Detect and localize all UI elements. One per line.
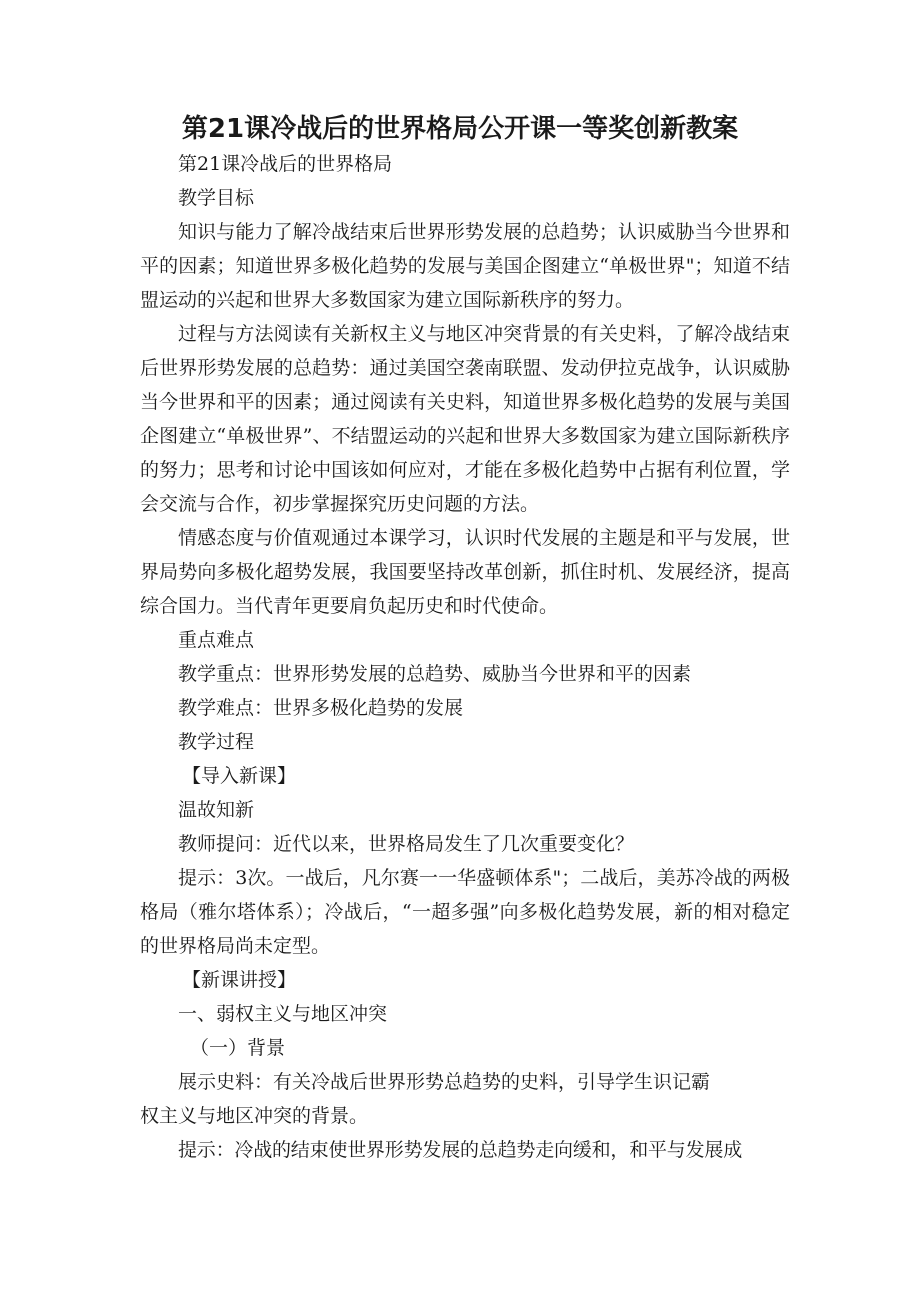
subsection-heading-new-lesson: 【新课讲授】 [182,969,297,991]
section-heading-objectives: 教学目标 [178,187,255,209]
paragraph-hint-answer: 提示：3次。一战后，凡尔赛一一华盛顿体系"；二战后，美苏冷战的两极格局（雅尔塔体系）；冷战后，“一超多强”向多极化趋势发展，新的相对稳定的世界格局尚未定型。 [140,867,790,957]
section-heading-process: 教学过程 [178,731,255,753]
document-body [140,147,790,1167]
paragraph-teaching-focus: 教学重点：世界形势发展的总趋势、威胁当今世界和平的因素 [178,663,692,685]
paragraph-process-method: 过程与方法阅读有关新权主义与地区冲突背景的有关史料，了解冷战结束后世界形势发展的总趋势：通过美国空袭南联盟、发动伊拉克战争，认识威胁当今世界和平的因素；通过阅读有关史料，知道世界多极化趋势的发展与美国企图建立“单极世界”、不结盟运动的兴起和世界大多数国家为建立国际新秩序的努力；思考和讨论中国该如何应对，才能在多极化趋势中占据有利位置，学会交流与合作，初步掌握探究历史问题的方法。 [140,323,790,515]
document-title: 第21课冷战后的世界格局公开课一等奖创新教案 [181,114,739,144]
section-heading-hegemonism: 一、弱权主义与地区冲突 [178,1003,388,1025]
paragraph-show-material-continued: 权主义与地区冲突的背景。 [140,1105,369,1127]
subsection-heading-background: （一）背景 [190,1037,286,1059]
paragraph-review: 温故知新 [178,799,255,821]
paragraph-hint-end-of-cold-war: 提示：冷战的结束使世界形势发展的总趋势走向缓和，和平与发展成 [178,1139,743,1161]
paragraph-knowledge-ability: 知识与能力了解冷战结束后世界形势发展的总趋势；认识威胁当今世界和平的因素；知道世界多极化趋势的发展与美国企图建立“单极世界"；知道不结盟运动的兴起和世界大多数国家为建立国际新秩序的努力。 [140,221,790,311]
section-heading-key-points: 重点难点 [178,629,255,651]
paragraph-teacher-question: 教师提问：近代以来，世界格局发生了几次重要变化？ [178,833,635,855]
paragraph-teaching-difficulty: 教学难点：世界多极化趋势的发展 [178,697,464,719]
paragraph-show-material: 展示史料：有关冷战后世界形势总趋势的史料，引导学生识记霸 [178,1071,711,1093]
subsection-heading-intro: 【导入新课】 [182,765,297,787]
lesson-heading: 第21课冷战后的世界格局 [178,153,393,175]
paragraph-emotion-values: 情感态度与价值观通过本课学习，认识时代发展的主题是和平与发展，世界局势向多极化超势发展，我国要坚持改革创新，抓住时机、发展经济，提高综合国力。当代青年更要肩负起历史和时代使命。 [140,527,790,617]
